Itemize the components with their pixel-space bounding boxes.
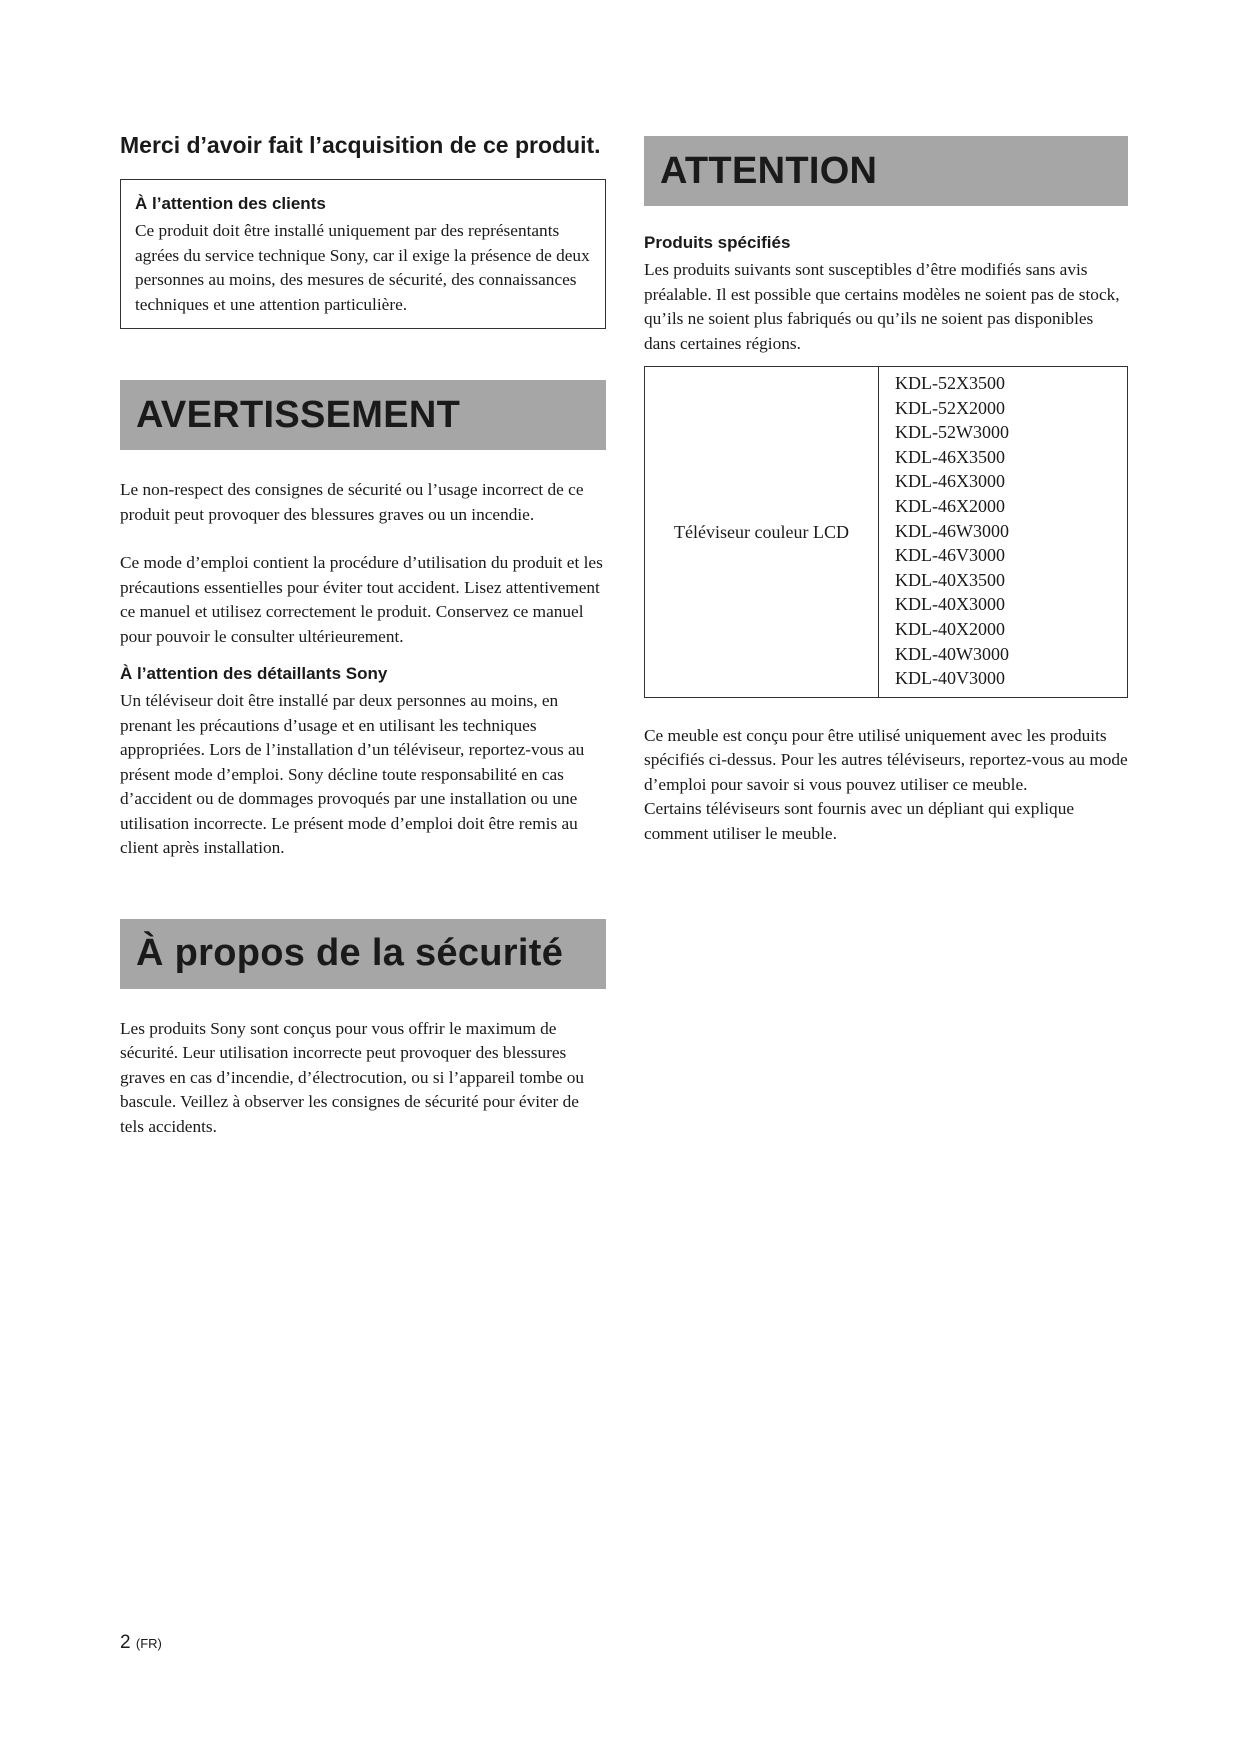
dealer-text: Un téléviseur doit être installé par deux personnes au moins, en prenant les précautions d’usage et en utilisant les techniques appropriées. Lors de l’installation d’un téléviseur, reportez-vous au présent mode d’emploi. Sony décline toute responsabilité en cas d’accident ou de dommages provoqués par une installation ou une utilisation incorrecte. Le présent mode d’emploi doit être remis au client après installation.	[120, 691, 585, 857]
safety-text: Les produits Sony sont conçus pour vous offrir le maximum de sécurité. Leur utilisation incorrecte peut provoquer des blessures graves en cas d’incendie, d’électrocution, ou si l’appareil tombe ou bascule. Veillez à observer les consignes de sécurité pour éviter de tels accidents.	[120, 1018, 585, 1136]
page-number: 2	[120, 1632, 131, 1653]
page-footer	[120, 1632, 162, 1654]
attention-banner: ATTENTION	[644, 136, 1128, 206]
model-item: KDL-46W3000	[895, 520, 1009, 541]
warning-banner: AVERTISSEMENT	[120, 380, 606, 450]
products-table-models-cell	[879, 367, 1009, 697]
warning-paragraph-2: Ce mode d’emploi contient la procédure d’utilisation du produit et les précautions essentielles pour éviter tout accident. Lisez attentivement ce manuel et utilisez correctement le produit. Conservez ce manuel pour pouvoir le consulter ultérieurement.	[120, 553, 603, 646]
model-item: KDL-40V3000	[895, 668, 1005, 689]
products-heading: Produits spécifiés	[644, 233, 791, 252]
model-item: KDL-46X3500	[895, 446, 1005, 467]
model-item: KDL-40X3000	[895, 594, 1005, 615]
model-item: KDL-52X2000	[895, 397, 1005, 418]
products-intro: Les produits suivants sont susceptibles d’être modifiés sans avis préalable. Il est possible que certains modèles ne soient pas de stock, qu’ils ne soient plus fabriqués ou qu’ils ne soient pas disponibles dans certaines régions.	[644, 260, 1120, 353]
left-column	[120, 130, 606, 1139]
model-item: KDL-40X3500	[895, 569, 1005, 590]
usage-paragraph-1: Ce meuble est conçu pour être utilisé uniquement avec les produits spécifiés ci-dessus. Pour les autres téléviseurs, reportez-vous au mode d’emploi pour savoir si vous pouvez utiliser ce meuble.	[644, 725, 1128, 794]
customer-notice-box	[120, 179, 606, 329]
model-item: KDL-52X3500	[895, 373, 1005, 393]
model-item: KDL-46X2000	[895, 495, 1005, 516]
customer-notice-heading: À l’attention des clients	[135, 194, 326, 213]
page-title: Merci d’avoir fait l’acquisition de ce produit.	[120, 132, 601, 158]
warning-paragraph-1: Le non-respect des consignes de sécurité ou l’usage incorrect de ce produit peut provoquer des blessures graves ou un incendie.	[120, 480, 584, 524]
model-item: KDL-40X2000	[895, 618, 1005, 639]
products-table-category-cell	[645, 367, 879, 697]
products-table	[644, 366, 1128, 698]
model-list	[895, 371, 1009, 691]
right-column	[644, 136, 1128, 846]
model-item: KDL-46V3000	[895, 545, 1005, 566]
products-table-category: Téléviseur couleur LCD	[674, 521, 849, 542]
model-item: KDL-52W3000	[895, 422, 1009, 443]
safety-banner: À propos de la sécurité	[120, 919, 606, 989]
dealer-heading: À l’attention des détaillants Sony	[120, 664, 388, 683]
customer-notice-text: Ce produit doit être installé uniquement par des représentants agrées du service technique Sony, car il exige la présence de deux personnes au moins, des mesures de sécurité, des connaissances techniques et une attention particulière.	[135, 221, 590, 314]
language-code: (FR)	[135, 1636, 162, 1651]
model-item: KDL-46X3000	[895, 471, 1005, 492]
usage-paragraph-2: Certains téléviseurs sont fournis avec un dépliant qui explique comment utiliser le meuble.	[644, 799, 1075, 843]
model-item: KDL-40W3000	[895, 643, 1009, 664]
